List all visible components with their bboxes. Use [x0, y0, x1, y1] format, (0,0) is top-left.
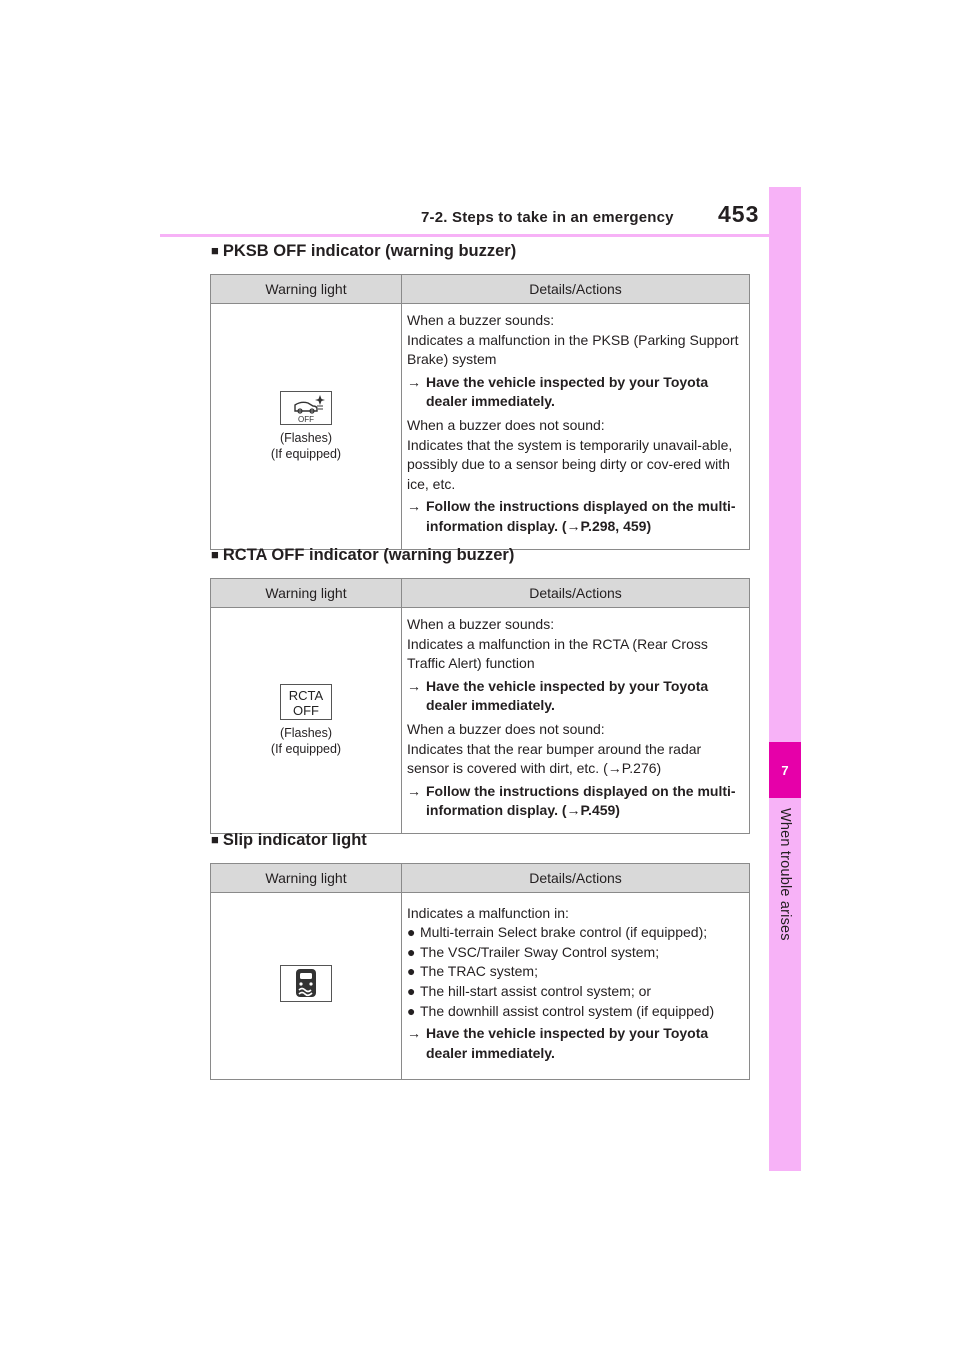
header-rule: [160, 234, 769, 237]
caption-flashes: (Flashes): [279, 725, 333, 740]
warning-light-cell: [211, 608, 402, 834]
square-marker-icon: ■: [211, 547, 219, 562]
chapter-side-tab: [769, 187, 801, 1171]
action-text: → Have the vehicle inspected by your Toyota dealer immediately.: [407, 1025, 709, 1061]
col-header-warning-light: Warning light: [211, 275, 402, 304]
list-item: ● The VSC/Trailer Sway Control system;: [407, 943, 743, 963]
details-cell: [402, 608, 750, 834]
arrow-icon: →: [407, 1025, 421, 1042]
svg-text:OFF: OFF: [298, 414, 314, 424]
bullet-icon: ●: [407, 943, 416, 960]
description-text: Indicates a malfunction in the RCTA (Rear Cross Traffic Alert) function: [407, 635, 708, 672]
action-text: → Have the vehicle inspected by your Toyota dealer immediately.: [407, 677, 709, 714]
svg-text:OFF: OFF: [293, 702, 319, 718]
page-number: 453: [718, 201, 760, 227]
list-item: ● The downhill assist control system (if equipped): [407, 1002, 743, 1022]
caption-if-equipped: (If equipped): [270, 446, 342, 461]
arrow-icon: →: [407, 677, 421, 694]
section-heading-rcta: ■ RCTA OFF indicator (warning buzzer): [211, 546, 515, 564]
description-text: Indicates a malfunction in the PKSB (Parking Support Brake) system: [407, 331, 739, 368]
description-text: Indicates a malfunction in:: [407, 904, 569, 921]
square-marker-icon: ■: [211, 832, 219, 847]
bullet-icon: ●: [407, 983, 416, 999]
malfunction-list: [407, 923, 743, 1021]
rcta-table: [210, 578, 750, 834]
col-header-details: Details/Actions: [402, 275, 750, 304]
list-item: ● Multi-terrain Select brake control (if equipped);: [407, 923, 743, 943]
svg-text:RCTA: RCTA: [288, 687, 324, 703]
col-header-details: Details/Actions: [402, 579, 750, 608]
arrow-icon: →: [407, 782, 421, 799]
chapter-number: 7: [769, 742, 801, 798]
bullet-icon: ●: [407, 1002, 416, 1019]
warning-light-cell: [211, 304, 402, 550]
details-cell: [402, 893, 750, 1080]
caption-if-equipped: (If equipped): [270, 741, 342, 756]
square-marker-icon: ■: [211, 243, 219, 258]
chapter-title: When trouble arises: [777, 808, 793, 941]
col-header-warning-light: Warning light: [211, 579, 402, 608]
slip-indicator-icon: [280, 965, 332, 1002]
details-cell: [402, 304, 750, 550]
condition-text: When a buzzer sounds:: [407, 616, 555, 632]
rcta-off-icon: [280, 684, 332, 720]
bullet-icon: ●: [407, 924, 416, 941]
bullet-icon: ●: [407, 963, 416, 980]
list-item: ● The TRAC system;: [407, 962, 743, 982]
pksb-table: [210, 274, 750, 550]
list-item: ● The hill-start assist control system; or: [407, 982, 743, 1002]
condition-text: When a buzzer does not sound:: [407, 720, 605, 737]
arrow-icon: →: [407, 498, 421, 515]
section-heading-pksb: ■ PKSB OFF indicator (warning buzzer): [211, 242, 517, 260]
arrow-icon: →: [407, 373, 421, 390]
warning-light-cell: [211, 893, 402, 1080]
col-header-details: Details/Actions: [402, 864, 750, 893]
pksb-off-icon: [280, 391, 332, 425]
description-text: Indicates that the rear bumper around the radar sensor is covered with dirt, etc. (→P.276): [407, 740, 702, 777]
caption-flashes: (Flashes): [279, 430, 333, 445]
condition-text: When a buzzer sounds:: [407, 312, 555, 328]
col-header-warning-light: Warning light: [211, 864, 402, 893]
action-text: → Have the vehicle inspected by your Toyota dealer immediately.: [407, 373, 709, 410]
section-heading-slip: ■ Slip indicator light: [211, 831, 367, 849]
slip-table: [210, 863, 750, 1080]
section-title: 7-2. Steps to take in an emergency: [421, 209, 674, 226]
description-text: Indicates that the system is temporarily unavail-able, possibly due to a sensor being dirty or cov-ered with ice, etc.: [407, 436, 733, 492]
action-text: → Follow the instructions displayed on the multi-information display. (→P.459): [407, 782, 736, 819]
action-text: → Follow the instructions displayed on the multi-information display. (→P.298, 459): [407, 498, 736, 534]
condition-text: When a buzzer does not sound:: [407, 416, 605, 433]
